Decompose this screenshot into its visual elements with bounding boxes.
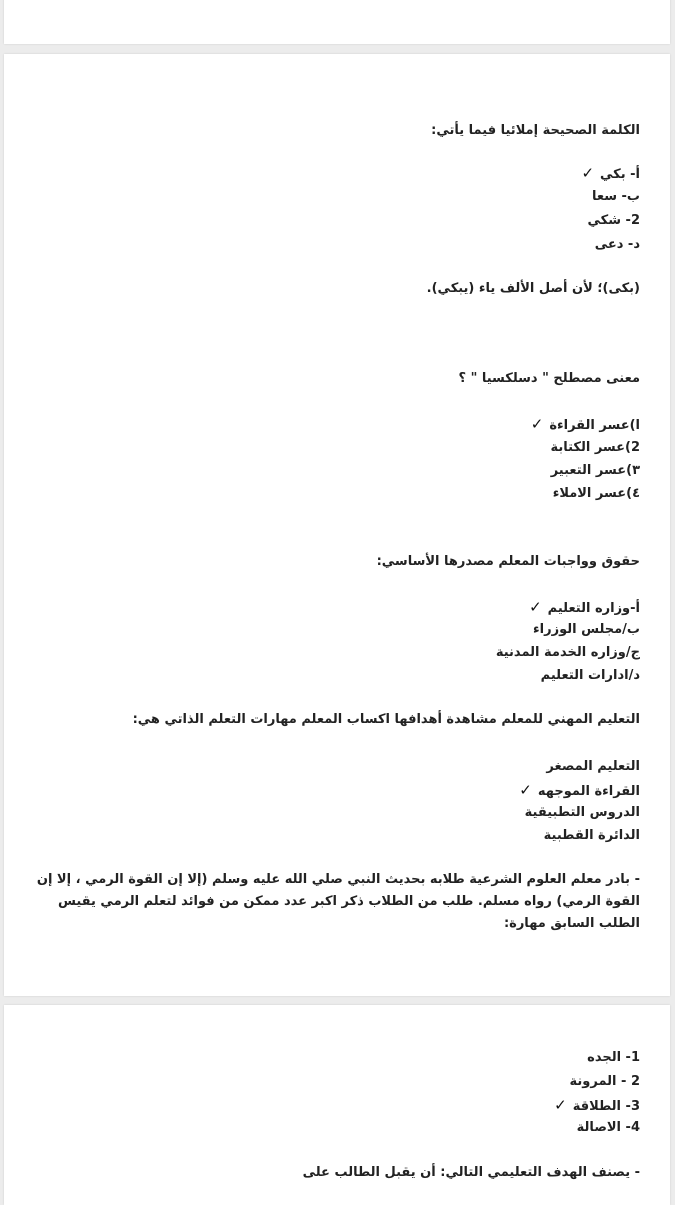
previous-page-card — [4, 0, 670, 44]
question-4-option-3: الدروس التطبيقية — [524, 805, 640, 820]
question-5-option-3: 3- الطلاقة✓ — [554, 1096, 640, 1114]
check-mark-icon: ✓ — [519, 781, 532, 799]
question-2-option-1: ا)عسر القراءة✓ — [530, 415, 640, 433]
question-3-option-a: أ-وزاره التعليم✓ — [529, 598, 640, 616]
question-4-text: التعليم المهني للمعلم مشاهدة أهدافها اكساب المعلم مهارات التعلم الذاتي هي: — [132, 712, 640, 727]
check-mark-icon: ✓ — [530, 415, 544, 433]
question-1-option-a: أ- بكي✓ — [581, 164, 640, 182]
question-3-text: حقوق وواجبات المعلم مصدرها الأساسي: — [376, 554, 640, 569]
question-1-option-d: د- دعى — [594, 237, 640, 252]
question-1-option-c: 2- شكي — [587, 213, 640, 228]
check-mark-icon: ✓ — [554, 1096, 567, 1114]
question-4-option-4: الدائرة القطبية — [543, 828, 640, 843]
question-2-text: معنى مصطلح " دسلكسيا " ؟ — [458, 371, 640, 386]
check-mark-icon: ✓ — [529, 598, 542, 616]
question-1-explanation: (بكى)؛ لأن أصل الألف ياء (يبكي). — [426, 281, 640, 296]
check-mark-icon: ✓ — [581, 164, 595, 182]
next-page-card — [4, 1005, 670, 1205]
question-5-option-1: 1- الجده — [587, 1050, 640, 1065]
question-4-option-2: القراءة الموجهه✓ — [519, 781, 640, 799]
question-5-option-2: 2 - المرونة — [569, 1074, 640, 1089]
question-4-option-1: التعليم المصغر — [546, 759, 640, 774]
question-5-option-4: 4- الاصالة — [576, 1120, 640, 1135]
question-2-option-3: ٣)عسر التعبير — [550, 463, 640, 478]
question-1-option-b: ب- سعا — [592, 189, 640, 204]
question-3-option-b: ب/مجلس الوزراء — [533, 622, 640, 637]
question-2-option-4: ٤)عسر الاملاء — [552, 486, 640, 501]
question-3-option-d: د/ادارات التعليم — [540, 668, 640, 683]
question-6-text: - يصنف الهدف التعليمي التالي: أن يقبل الطالب على — [302, 1165, 640, 1180]
question-page-card — [4, 54, 670, 996]
question-2-option-2: 2)عسر الكتابة — [550, 440, 640, 455]
question-3-option-c: ج/وزاره الخدمة المدنية — [495, 645, 640, 660]
question-1-text: الكلمة الصحيحة إملائيا فيما يأتي: — [431, 123, 640, 138]
question-5-text: - بادر معلم العلوم الشرعية طلابه بحديث النبي صلي الله عليه وسلم (إلا إن القوة الرمي ، إلا إن القوة الرمي) رواه مسلم. طلب من الطلاب ذكر اكبر عدد ممكن من فوائد لتعلم الرمي يقيس الطلب السابق مهارة: — [36, 872, 640, 931]
